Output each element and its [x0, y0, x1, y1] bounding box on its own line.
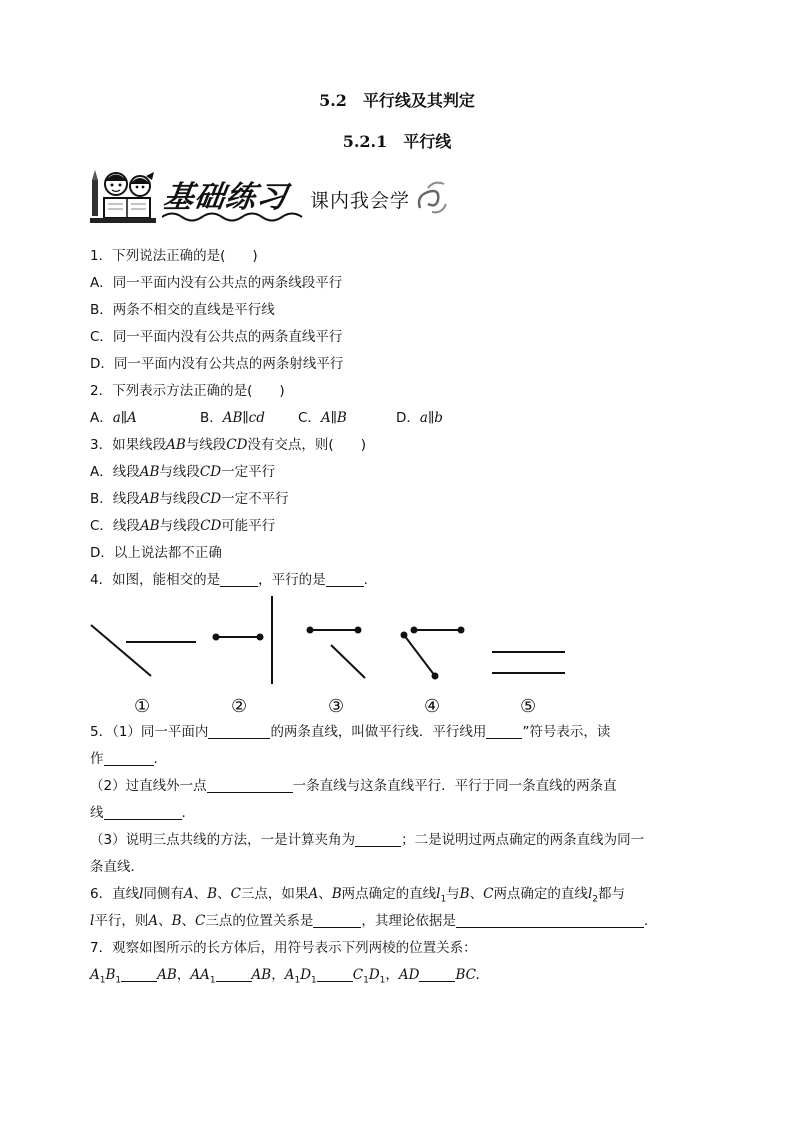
q5-blank-4[interactable] — [207, 778, 293, 793]
q5-blank-2[interactable] — [486, 724, 522, 739]
q2-option-a: A．a∥A — [90, 410, 137, 426]
q4-blank-intersect[interactable] — [220, 572, 258, 587]
q3-option-c: C．线段AB与线段CD可能平行 — [90, 518, 276, 534]
fig-label-5: ⑤ — [520, 696, 537, 717]
q6-blank-1[interactable] — [313, 913, 361, 928]
fig4-segment-2 — [404, 635, 435, 676]
fig-label-1: ① — [134, 696, 151, 717]
children-reading-icon — [88, 166, 160, 226]
fig-label-4: ④ — [424, 696, 441, 717]
q6-blank-2[interactable] — [456, 913, 644, 928]
q2-option-b: B．AB∥cd — [200, 410, 265, 426]
q7-relations: $A_1B_1$ AB，$AA_1$ AB，$A_1D_1$ $C_1D_1$，AD BC. — [90, 967, 480, 986]
banner-calligraphy: 基础练习 — [161, 180, 290, 215]
q2-options — [90, 409, 443, 427]
q7-blank-1[interactable] — [121, 967, 157, 982]
q7-blank-3[interactable] — [317, 967, 353, 982]
fig3-endpoint-a — [307, 627, 314, 634]
q1-stem: 1．下列说法正确的是( ) — [90, 248, 258, 264]
q5-blank-3[interactable] — [104, 751, 154, 766]
banner-subtitle: 课内我会学 — [310, 190, 411, 212]
fig4-endpoint-d — [432, 673, 439, 680]
q4-blank-parallel[interactable] — [326, 572, 364, 587]
fig3-ray — [331, 645, 365, 678]
q5-line-5: （3）说明三点共线的方法，一是计算夹角为 ；二是说明过两点确定的两条直线为同一 — [90, 832, 645, 848]
q2-option-d: D．a∥b — [396, 410, 443, 426]
q2-stem: 2．下列表示方法正确的是( ) — [90, 383, 285, 399]
q3-option-d: D．以上说法都不正确 — [90, 545, 222, 561]
q5-line-2: 作 . — [90, 751, 158, 767]
fig-label-2: ② — [231, 696, 248, 717]
wave-decoration — [162, 210, 312, 224]
q4-stem: 4．如图，能相交的是 ，平行的是 . — [90, 572, 368, 588]
q5-blank-1[interactable] — [208, 724, 270, 739]
q7-blank-2[interactable] — [216, 967, 252, 982]
swirl-decoration-icon — [414, 178, 450, 218]
section-title: 5.2.1 平行线 — [342, 132, 452, 151]
q5-blank-6[interactable] — [355, 832, 401, 847]
q5-line-3: （2）过直线外一点 一条直线与这条直线平行．平行于同一条直线的两条直 — [90, 778, 617, 794]
q4-figure — [88, 592, 588, 722]
fig2-endpoint-b — [257, 634, 264, 641]
fig3-endpoint-b — [355, 627, 362, 634]
page-title: 5.2 平行线及其判定 — [319, 91, 475, 110]
fig4-endpoint-c — [401, 632, 408, 639]
q3-stem: 3．如果线段AB与线段CD没有交点，则( ) — [90, 437, 366, 453]
q3-option-a: A．线段AB与线段CD一定平行 — [90, 464, 276, 480]
q6-line-2: l平行，则A、B、C三点的位置关系是 ，其理论依据是 . — [90, 913, 649, 929]
fig4-endpoint-a — [411, 627, 418, 634]
q5-line-1: 5．（1）同一平面内 的两条直线，叫做平行线．平行线用 ”符号表示，读 — [90, 724, 611, 740]
q1-option-b: B．两条不相交的直线是平行线 — [90, 302, 275, 318]
q5-line-4: 线 . — [90, 805, 186, 821]
q6-line-1: 6．直线l同侧有A、B、C三点，如果A、B两点确定的直线$l_1$与B、C两点确定的直线$l_2$都与 — [90, 886, 625, 905]
q1-option-a: A．同一平面内没有公共点的两条线段平行 — [90, 275, 343, 291]
q7-blank-4[interactable] — [419, 967, 455, 982]
fig-label-3: ③ — [328, 696, 345, 717]
q2-option-c: C．A∥B — [298, 410, 347, 426]
line-figures — [88, 592, 588, 692]
q5-blank-5[interactable] — [104, 805, 182, 820]
fig2-endpoint-a — [213, 634, 220, 641]
q1-option-d: D．同一平面内没有公共点的两条射线平行 — [90, 356, 344, 372]
q1-option-c: C．同一平面内没有公共点的两条直线平行 — [90, 329, 343, 345]
q5-line-6: 条直线． — [90, 859, 144, 875]
fig1-slanted-line — [91, 625, 151, 676]
fig4-endpoint-b — [458, 627, 465, 634]
practice-banner — [88, 166, 448, 228]
q7-stem: 7．观察如图所示的长方体后，用符号表示下列两棱的位置关系： — [90, 940, 477, 956]
q3-option-b: B．线段AB与线段CD一定不平行 — [90, 491, 289, 507]
